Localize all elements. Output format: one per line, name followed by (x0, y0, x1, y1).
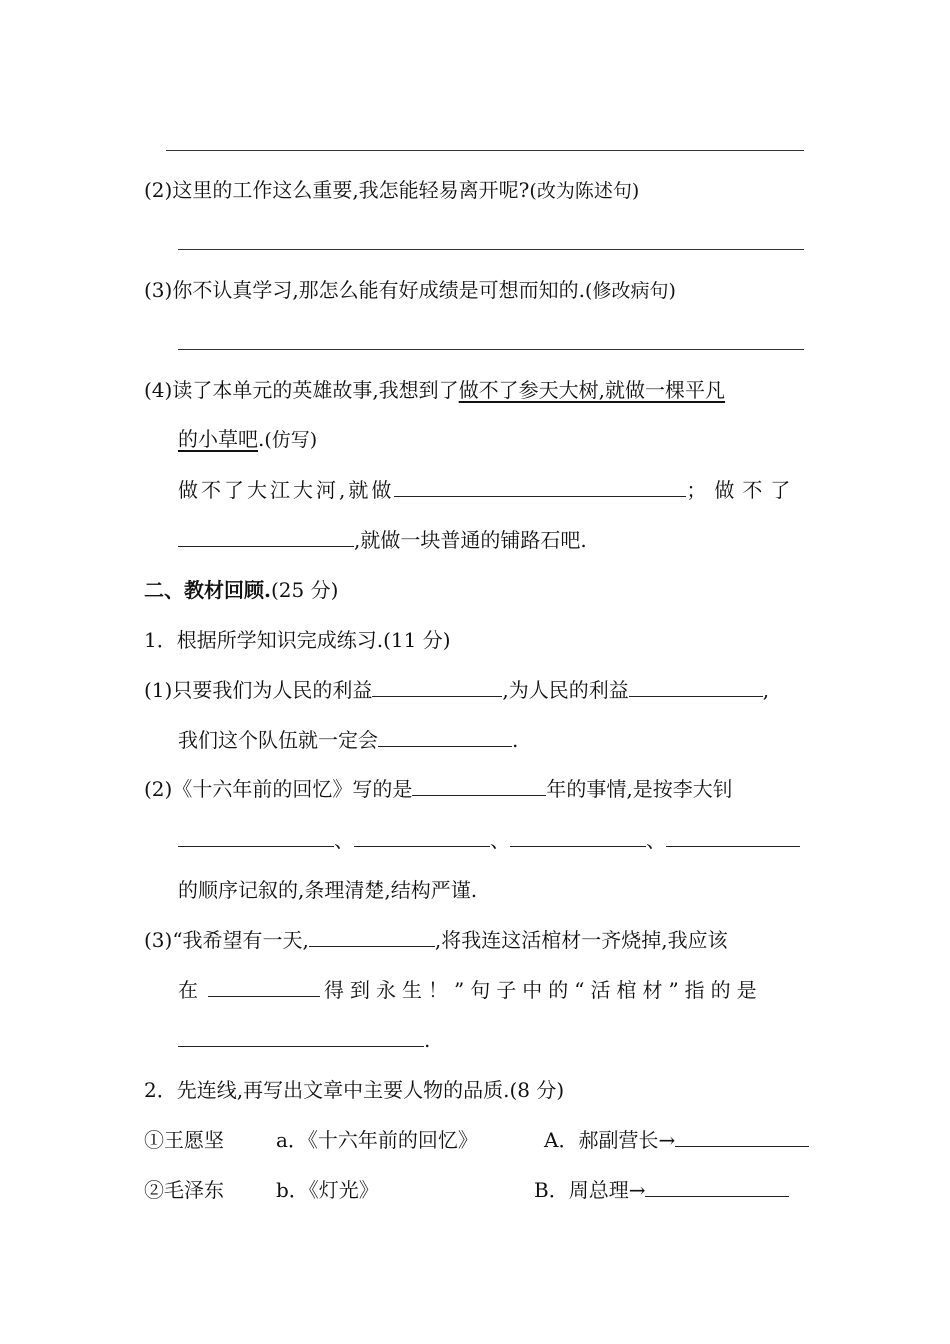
q1-2-sep2: 、 (490, 828, 510, 852)
q1-2-sep3: 、 (646, 828, 666, 852)
match-char-2[interactable]: B．周总理→ (534, 1178, 646, 1202)
answer-line-item1[interactable] (166, 150, 804, 151)
q1-2-row1 (144, 775, 733, 803)
item4-hint: (仿写) (264, 429, 318, 451)
q1-1-e: . (512, 728, 519, 752)
q1-3-row3 (178, 1026, 430, 1054)
blank-q1-2-2[interactable] (354, 826, 490, 847)
item4-fill-b: ,就做一块普通的铺路石吧. (354, 528, 587, 552)
item4-post: . (258, 427, 265, 451)
answer-line-item2[interactable] (178, 249, 804, 250)
match-row-1 (144, 1126, 809, 1154)
item4-row1 (144, 376, 725, 404)
item4-row4 (178, 526, 587, 554)
item4-row3 (178, 476, 798, 504)
q1-2-row2 (178, 826, 800, 854)
match-person-1[interactable]: ①王愿坚 (144, 1128, 224, 1152)
item3-hint: (修改病句) (585, 280, 676, 302)
q1-1-c: , (762, 678, 770, 702)
blank-q1-3-a[interactable] (309, 926, 435, 947)
q1-3-row2 (178, 976, 763, 1004)
match-row-2 (144, 1176, 789, 1204)
q1-1-a: (1)只要我们为人民的利益 (144, 678, 373, 702)
item4-underline2: 的小草吧 (178, 427, 258, 451)
q1-1-row2 (178, 726, 518, 754)
q2-title: 2．先连线,再写出文章中主要人物的品质.(8 分) (144, 1078, 565, 1102)
match-work-1[interactable]: a．《十六年前的回忆》 (276, 1128, 478, 1152)
q1-1-d: 我们这个队伍就一定会 (178, 728, 378, 752)
q1-3-c: 在 (178, 978, 204, 1002)
q1-3-b: ,将我连这活棺材一齐烧掉,我应该 (434, 928, 728, 952)
q1-3-d: 得到永生！”句子中的“活棺材”指的是 (324, 978, 763, 1002)
match-char-1[interactable]: A．郝副营长→ (544, 1128, 676, 1152)
answer-line-item3[interactable] (178, 349, 804, 350)
q1-title: 1．根据所学知识完成练习.(11 分) (144, 628, 451, 652)
item4-row2 (178, 425, 317, 454)
blank-q1-1-b[interactable] (629, 676, 763, 697)
section2-score: (25 分) (270, 578, 339, 602)
item3-text: (3)你不认真学习,那怎么能有好成绩是可想而知的. (144, 278, 586, 302)
q1-1-row1 (144, 676, 769, 704)
q1-3-e: . (424, 1028, 431, 1052)
blank-q1-3-b[interactable] (208, 976, 320, 997)
q1-2-b: 年的事情,是按李大钊 (546, 777, 733, 801)
section2-heading: 二、教材回顾. (144, 578, 271, 602)
blank-q1-2-year[interactable] (412, 775, 546, 796)
q1-2-sep1: 、 (334, 828, 354, 852)
item2-text: (2)这里的工作这么重要,我怎能轻易离开呢? (144, 178, 530, 202)
item3-row (144, 276, 676, 305)
q1-2-a: (2)《十六年前的回忆》写的是 (144, 777, 413, 801)
blank-match-2[interactable] (645, 1176, 789, 1197)
item2-row (144, 176, 639, 205)
q1-1-b: ,为人民的利益 (502, 678, 629, 702)
blank-item4-b[interactable] (178, 526, 354, 547)
q1-3-row1 (144, 926, 728, 954)
q1-2-row3: 的顺序记叙的,条理清楚,结构严谨. (178, 878, 478, 902)
section2-heading-row (144, 576, 338, 604)
item4-fill-a: 做不了大江大河,就做 (178, 478, 395, 502)
blank-match-1[interactable] (675, 1126, 809, 1147)
blank-q1-3-c[interactable] (178, 1026, 424, 1047)
item2-hint: (改为陈述句) (529, 180, 640, 202)
match-work-2[interactable]: b．《灯光》 (276, 1178, 379, 1202)
item4-fill-sep: ；做不了 (686, 478, 799, 502)
blank-q1-2-3[interactable] (510, 826, 646, 847)
blank-q1-2-1[interactable] (178, 826, 334, 847)
blank-q1-1-a[interactable] (372, 676, 502, 697)
blank-q1-1-c[interactable] (378, 726, 512, 747)
item4-pre: (4)读了本单元的英雄故事,我想到了 (144, 378, 459, 402)
blank-q1-2-4[interactable] (666, 826, 800, 847)
match-person-2[interactable]: ②毛泽东 (144, 1178, 224, 1202)
blank-item4-a[interactable] (394, 476, 686, 497)
item4-underline1: 做不了参天大树,就做一棵平凡 (458, 378, 726, 402)
q1-3-a: (3)“我希望有一天, (144, 928, 309, 952)
